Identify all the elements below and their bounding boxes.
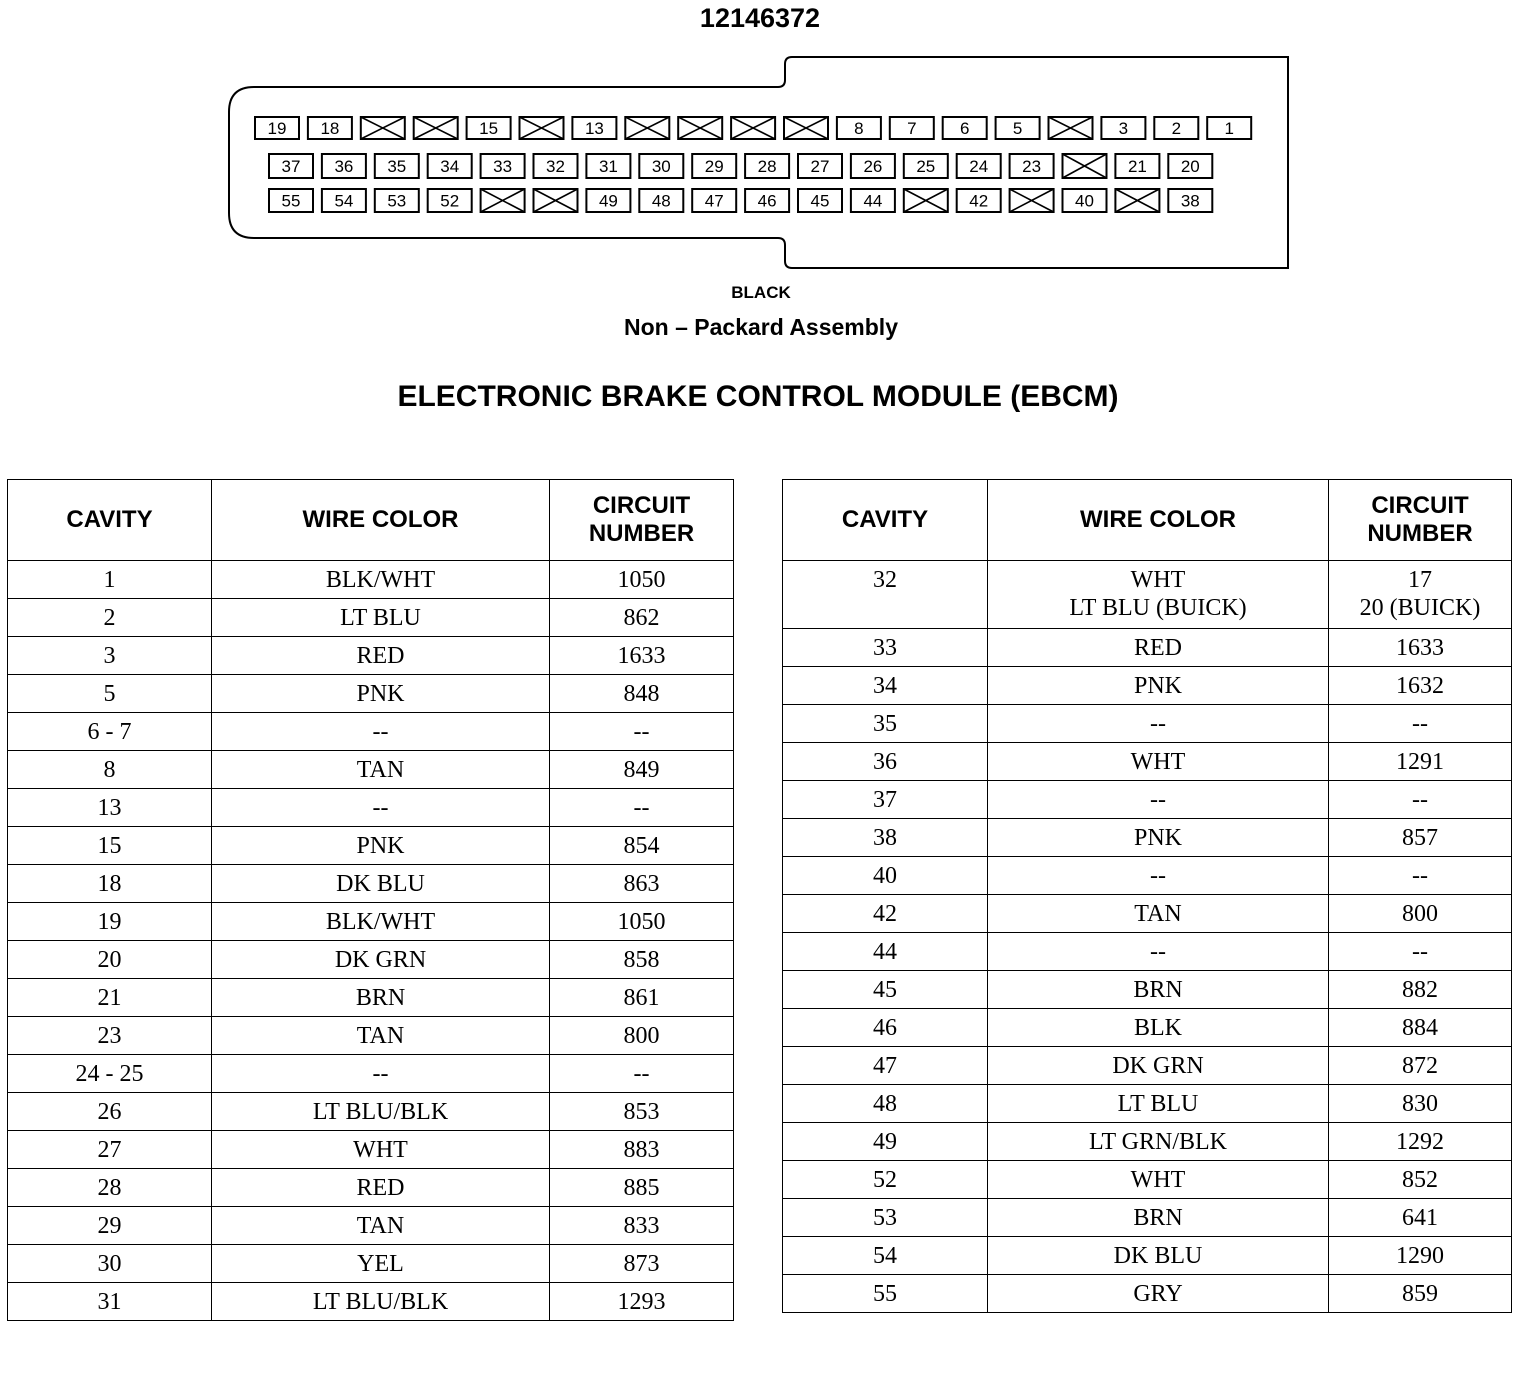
circuit-number-cell bbox=[550, 1283, 734, 1321]
cavity-cell: 40 bbox=[783, 857, 988, 895]
circuit-number-cell bbox=[550, 1017, 734, 1055]
table-row bbox=[8, 941, 734, 979]
table-row bbox=[8, 1283, 734, 1321]
table-row bbox=[783, 781, 1512, 819]
cavity-number: 44 bbox=[863, 191, 883, 211]
table-row bbox=[783, 743, 1512, 781]
wire-color-cell bbox=[988, 1047, 1329, 1085]
cavity-number: 3 bbox=[1118, 119, 1129, 138]
table-row bbox=[783, 1085, 1512, 1123]
cavity-cell: 8 bbox=[8, 751, 212, 789]
circuit-number-line: -- bbox=[633, 719, 650, 745]
cavity-number: 25 bbox=[916, 157, 936, 176]
circuit-number-line: 883 bbox=[623, 1137, 660, 1163]
cavity-number: 48 bbox=[651, 191, 671, 211]
wire-color-cell bbox=[988, 895, 1329, 933]
cavity-header: CAVITY bbox=[8, 480, 212, 561]
wire-color-line: WHT bbox=[1130, 749, 1186, 775]
assembly-label: Non – Packard Assembly bbox=[624, 314, 898, 340]
circuit-number-cell bbox=[550, 865, 734, 903]
circuit-number-header bbox=[1329, 480, 1512, 561]
cavity-number: 37 bbox=[281, 157, 301, 176]
cavity-number: 30 bbox=[651, 157, 671, 176]
wire-color-cell bbox=[988, 819, 1329, 857]
cavity-cell: 49 bbox=[783, 1123, 988, 1161]
table-row bbox=[8, 1093, 734, 1131]
wire-color-line: PNK bbox=[1133, 673, 1182, 699]
circuit-number-cell bbox=[550, 979, 734, 1017]
cavity-cell: 18 bbox=[8, 865, 212, 903]
table-row bbox=[8, 1207, 734, 1245]
cavity-cell: 2 bbox=[8, 599, 212, 637]
circuit-number-line: 858 bbox=[623, 947, 660, 973]
cavity-cell: 53 bbox=[783, 1199, 988, 1237]
circuit-number-cell bbox=[1329, 1009, 1512, 1047]
cavity-number: 42 bbox=[969, 191, 989, 211]
table-body-right bbox=[783, 561, 1512, 1313]
circuit-number-line: 884 bbox=[1402, 1015, 1438, 1041]
table-row bbox=[783, 857, 1512, 895]
cavity-cell: 48 bbox=[783, 1085, 988, 1123]
circuit-number-cell bbox=[1329, 857, 1512, 895]
circuit-number-cell bbox=[1329, 933, 1512, 971]
cavity-number: 32 bbox=[546, 157, 565, 176]
circuit-header-line2: NUMBER bbox=[1367, 520, 1473, 547]
circuit-number-cell bbox=[1329, 1123, 1512, 1161]
circuit-number-cell bbox=[1329, 561, 1512, 629]
circuit-number-cell bbox=[1329, 1237, 1512, 1275]
wire-color-line: LT BLU/BLK bbox=[312, 1099, 449, 1125]
wire-color-line: BLK/WHT bbox=[325, 567, 436, 593]
wire-color-cell bbox=[988, 705, 1329, 743]
wire-color-line: LT BLU/BLK bbox=[312, 1289, 449, 1315]
cavity-cell: 32 bbox=[783, 561, 988, 629]
wire-color-cell bbox=[212, 751, 550, 789]
cavity-number: 46 bbox=[757, 191, 777, 211]
circuit-number-line: -- bbox=[633, 1061, 650, 1087]
cavity-cell: 37 bbox=[783, 781, 988, 819]
table-row bbox=[8, 637, 734, 675]
cavity-cell: 24 - 25 bbox=[8, 1055, 212, 1093]
table-row bbox=[8, 827, 734, 865]
circuit-number-line: 833 bbox=[623, 1213, 660, 1239]
wire-color-line: YEL bbox=[357, 1251, 404, 1277]
circuit-number-line: 1633 bbox=[617, 643, 666, 669]
cavity-number: 52 bbox=[440, 191, 460, 211]
cavity-number: 18 bbox=[320, 119, 340, 138]
wire-color-cell bbox=[988, 857, 1329, 895]
cavity-cell: 3 bbox=[8, 637, 212, 675]
connector-cavities bbox=[255, 117, 1251, 212]
circuit-number-cell bbox=[1329, 819, 1512, 857]
circuit-number-cell bbox=[1329, 1275, 1512, 1313]
wire-color-line: WHT bbox=[1130, 567, 1186, 593]
cavity-cell: 33 bbox=[783, 629, 988, 667]
wire-color-line: LT BLU (BUICK) bbox=[1069, 595, 1247, 621]
table-row bbox=[783, 1047, 1512, 1085]
circuit-number-line: 854 bbox=[623, 833, 660, 859]
cavity-number: 40 bbox=[1075, 191, 1094, 211]
circuit-number-cell bbox=[1329, 629, 1512, 667]
wire-color-header: WIRE COLOR bbox=[212, 480, 550, 561]
cavity-cell: 27 bbox=[8, 1131, 212, 1169]
circuit-number-cell bbox=[550, 599, 734, 637]
cavity-cell: 52 bbox=[783, 1161, 988, 1199]
wire-color-line: LT BLU bbox=[1117, 1091, 1199, 1117]
wire-color-cell bbox=[212, 1017, 550, 1055]
wire-color-cell bbox=[212, 1093, 550, 1131]
connector-part-number: 12146372 bbox=[699, 3, 821, 33]
circuit-number-line: 849 bbox=[623, 757, 660, 783]
circuit-number-line: 1050 bbox=[617, 567, 666, 593]
circuit-number-line: 873 bbox=[623, 1251, 660, 1277]
wire-color-line: -- bbox=[372, 1061, 389, 1087]
cavity-cell: 5 bbox=[8, 675, 212, 713]
wire-color-cell bbox=[212, 1207, 550, 1245]
cavity-number: 2 bbox=[1171, 119, 1182, 138]
pinout-table-right bbox=[782, 479, 1512, 1313]
pinout-table-left bbox=[7, 479, 734, 1321]
cavity-number: 1 bbox=[1224, 119, 1234, 138]
cavity-number: 5 bbox=[1012, 119, 1023, 138]
wire-color-line: BLK bbox=[1134, 1015, 1182, 1041]
circuit-number-line: 861 bbox=[623, 985, 660, 1011]
cavity-cell: 30 bbox=[8, 1245, 212, 1283]
circuit-header-line1: CIRCUIT bbox=[592, 492, 691, 519]
wire-color-line: BLK/WHT bbox=[325, 909, 436, 935]
circuit-number-cell bbox=[550, 713, 734, 751]
cavity-number: 34 bbox=[440, 157, 460, 176]
cavity-cell: 42 bbox=[783, 895, 988, 933]
wire-color-line: BRN bbox=[1133, 1205, 1183, 1231]
table-row bbox=[8, 599, 734, 637]
cavity-cell: 45 bbox=[783, 971, 988, 1009]
wire-color-cell bbox=[212, 1055, 550, 1093]
cavity-number: 13 bbox=[584, 119, 604, 138]
wire-color-cell bbox=[988, 971, 1329, 1009]
circuit-number-line: 852 bbox=[1402, 1167, 1438, 1193]
circuit-number-cell bbox=[550, 1169, 734, 1207]
cavity-number: 27 bbox=[810, 157, 830, 176]
table-header-row bbox=[783, 480, 1512, 561]
table-row bbox=[8, 865, 734, 903]
cavity-number: 20 bbox=[1180, 157, 1200, 176]
table-row bbox=[8, 751, 734, 789]
wire-color-cell bbox=[988, 1085, 1329, 1123]
wire-color-cell bbox=[988, 1237, 1329, 1275]
wire-color-line: PNK bbox=[1133, 825, 1182, 851]
cavity-number: 55 bbox=[281, 191, 301, 211]
wire-color-line: -- bbox=[372, 719, 389, 745]
circuit-number-cell bbox=[550, 1245, 734, 1283]
wire-color-line: TAN bbox=[356, 1213, 405, 1239]
circuit-number-line: -- bbox=[1412, 863, 1428, 889]
wire-color-cell bbox=[212, 637, 550, 675]
table-row bbox=[8, 1169, 734, 1207]
cavity-cell: 1 bbox=[8, 561, 212, 599]
cavity-cell: 15 bbox=[8, 827, 212, 865]
cavity-number: 28 bbox=[757, 157, 777, 176]
cavity-number: 38 bbox=[1180, 191, 1200, 211]
table-row bbox=[8, 903, 734, 941]
table-row bbox=[783, 1009, 1512, 1047]
circuit-number-line: 885 bbox=[623, 1175, 660, 1201]
wire-color-cell bbox=[212, 789, 550, 827]
cavity-cell: 47 bbox=[783, 1047, 988, 1085]
wire-color-line: PNK bbox=[356, 833, 405, 859]
wire-color-cell bbox=[212, 675, 550, 713]
wire-color-cell bbox=[212, 713, 550, 751]
wire-color-line: DK GRN bbox=[1112, 1053, 1204, 1079]
wire-color-line: TAN bbox=[356, 1023, 405, 1049]
table-row bbox=[783, 1275, 1512, 1313]
circuit-number-line: 1050 bbox=[617, 909, 666, 935]
wire-color-cell bbox=[988, 781, 1329, 819]
wire-color-line: -- bbox=[1150, 787, 1166, 813]
cavity-cell: 46 bbox=[783, 1009, 988, 1047]
cavity-cell: 44 bbox=[783, 933, 988, 971]
cavity-cell: 38 bbox=[783, 819, 988, 857]
circuit-number-cell bbox=[1329, 1199, 1512, 1237]
wire-color-cell bbox=[988, 1123, 1329, 1161]
cavity-number: 21 bbox=[1127, 157, 1147, 176]
cavity-cell: 13 bbox=[8, 789, 212, 827]
cavity-number: 6 bbox=[959, 119, 970, 138]
cavity-cell: 35 bbox=[783, 705, 988, 743]
circuit-number-cell bbox=[550, 675, 734, 713]
circuit-number-cell bbox=[1329, 895, 1512, 933]
circuit-number-cell bbox=[550, 637, 734, 675]
table-row bbox=[783, 1237, 1512, 1275]
wire-color-cell bbox=[212, 865, 550, 903]
cavity-number: 47 bbox=[704, 191, 724, 211]
cavity-cell: 6 - 7 bbox=[8, 713, 212, 751]
cavity-cell: 28 bbox=[8, 1169, 212, 1207]
table-row bbox=[783, 1199, 1512, 1237]
wire-color-line: LT BLU bbox=[340, 605, 421, 631]
table-row bbox=[8, 979, 734, 1017]
table-row bbox=[783, 561, 1512, 629]
circuit-number-line: 1293 bbox=[617, 1289, 666, 1315]
wire-color-cell bbox=[212, 827, 550, 865]
circuit-number-line: 1292 bbox=[1396, 1129, 1444, 1155]
wire-color-cell bbox=[212, 1131, 550, 1169]
circuit-number-line: 1632 bbox=[1396, 673, 1444, 699]
wire-color-line: -- bbox=[1150, 939, 1166, 965]
table-row bbox=[783, 1161, 1512, 1199]
wire-color-cell bbox=[988, 561, 1329, 629]
table-row bbox=[8, 675, 734, 713]
table-row bbox=[783, 971, 1512, 1009]
wire-color-cell bbox=[212, 561, 550, 599]
circuit-number-line: 872 bbox=[1402, 1053, 1438, 1079]
circuit-number-line: 1291 bbox=[1396, 749, 1444, 775]
cavity-number: 53 bbox=[387, 191, 407, 211]
connector-color-label: BLACK bbox=[731, 283, 791, 302]
cavity-number: 8 bbox=[854, 119, 864, 138]
cavity-number: 19 bbox=[267, 119, 287, 138]
wire-color-cell bbox=[212, 1169, 550, 1207]
circuit-number-line: -- bbox=[633, 795, 650, 821]
table-row bbox=[783, 819, 1512, 857]
table-row bbox=[8, 1017, 734, 1055]
table-body-left bbox=[8, 561, 734, 1321]
table-row bbox=[783, 667, 1512, 705]
wire-color-cell bbox=[988, 743, 1329, 781]
circuit-header-line2: NUMBER bbox=[588, 520, 695, 547]
circuit-number-line: 800 bbox=[1402, 901, 1438, 927]
wire-color-line: DK BLU bbox=[336, 871, 425, 897]
circuit-number-cell bbox=[1329, 971, 1512, 1009]
circuit-number-cell bbox=[550, 789, 734, 827]
wire-color-line: WHT bbox=[1130, 1167, 1186, 1193]
circuit-number-line: 848 bbox=[623, 681, 660, 707]
wire-color-line: GRY bbox=[1133, 1281, 1183, 1307]
circuit-number-line: 853 bbox=[623, 1099, 660, 1125]
table-row bbox=[8, 1131, 734, 1169]
circuit-number-line: 859 bbox=[1402, 1281, 1438, 1307]
wire-color-line: LT GRN/BLK bbox=[1088, 1129, 1228, 1155]
wire-color-line: WHT bbox=[353, 1137, 408, 1163]
circuit-number-line: 857 bbox=[1402, 825, 1438, 851]
circuit-number-cell bbox=[550, 941, 734, 979]
circuit-number-cell bbox=[550, 751, 734, 789]
circuit-number-header bbox=[550, 480, 734, 561]
wire-color-cell bbox=[988, 1275, 1329, 1313]
wire-color-line: TAN bbox=[356, 757, 405, 783]
table-row bbox=[783, 705, 1512, 743]
cavity-header: CAVITY bbox=[783, 480, 988, 561]
wire-color-line: RED bbox=[356, 643, 405, 669]
wire-color-cell bbox=[212, 1245, 550, 1283]
wire-color-line: RED bbox=[1134, 635, 1182, 661]
wire-color-line: -- bbox=[1150, 711, 1166, 737]
wire-color-line: BRN bbox=[355, 985, 406, 1011]
cavity-cell: 21 bbox=[8, 979, 212, 1017]
wire-color-line: -- bbox=[1150, 863, 1166, 889]
cavity-cell: 23 bbox=[8, 1017, 212, 1055]
circuit-number-cell bbox=[1329, 705, 1512, 743]
cavity-cell: 34 bbox=[783, 667, 988, 705]
circuit-number-line: 17 bbox=[1408, 567, 1432, 593]
wire-color-cell bbox=[212, 599, 550, 637]
cavity-number: 15 bbox=[479, 119, 499, 138]
circuit-number-line: 641 bbox=[1402, 1205, 1438, 1231]
wire-color-line: DK GRN bbox=[334, 947, 427, 973]
table-row bbox=[783, 1123, 1512, 1161]
wire-color-line: BRN bbox=[1133, 977, 1183, 1003]
cavity-number: 35 bbox=[387, 157, 407, 176]
cavity-number: 31 bbox=[598, 157, 618, 176]
wire-color-cell bbox=[988, 933, 1329, 971]
table-row bbox=[8, 1245, 734, 1283]
circuit-number-cell bbox=[550, 827, 734, 865]
circuit-number-cell bbox=[550, 561, 734, 599]
circuit-number-cell bbox=[550, 903, 734, 941]
circuit-number-line: 800 bbox=[623, 1023, 660, 1049]
circuit-number-cell bbox=[1329, 667, 1512, 705]
cavity-cell: 54 bbox=[783, 1237, 988, 1275]
wire-color-cell bbox=[988, 1199, 1329, 1237]
circuit-number-cell bbox=[1329, 1047, 1512, 1085]
cavity-cell: 31 bbox=[8, 1283, 212, 1321]
circuit-number-line: 1633 bbox=[1396, 635, 1444, 661]
cavity-cell: 55 bbox=[783, 1275, 988, 1313]
cavity-cell: 29 bbox=[8, 1207, 212, 1245]
wire-color-cell bbox=[212, 941, 550, 979]
cavity-number: 54 bbox=[334, 191, 354, 211]
wire-color-line: -- bbox=[372, 795, 389, 821]
table-row bbox=[783, 933, 1512, 971]
cavity-number: 45 bbox=[810, 191, 830, 211]
circuit-number-line: -- bbox=[1412, 711, 1428, 737]
circuit-number-line: -- bbox=[1412, 939, 1428, 965]
cavity-number: 26 bbox=[863, 157, 883, 176]
circuit-number-cell bbox=[550, 1131, 734, 1169]
table-row bbox=[8, 713, 734, 751]
wire-color-cell bbox=[212, 979, 550, 1017]
table-row bbox=[8, 789, 734, 827]
module-title: ELECTRONIC BRAKE CONTROL MODULE (EBCM) bbox=[397, 380, 1119, 413]
circuit-number-cell bbox=[550, 1207, 734, 1245]
wire-color-header: WIRE COLOR bbox=[988, 480, 1329, 561]
wire-color-cell bbox=[988, 629, 1329, 667]
cavity-cell: 36 bbox=[783, 743, 988, 781]
circuit-number-cell bbox=[550, 1055, 734, 1093]
cavity-number: 29 bbox=[704, 157, 724, 176]
circuit-number-line: 862 bbox=[623, 605, 660, 631]
circuit-number-line: 830 bbox=[1402, 1091, 1438, 1117]
circuit-number-line: -- bbox=[1412, 787, 1428, 813]
circuit-number-line: 20 (BUICK) bbox=[1359, 595, 1481, 621]
wire-color-cell bbox=[988, 1009, 1329, 1047]
cavity-number: 49 bbox=[598, 191, 618, 211]
cavity-cell: 19 bbox=[8, 903, 212, 941]
table-row bbox=[783, 895, 1512, 933]
cavity-cell: 26 bbox=[8, 1093, 212, 1131]
circuit-number-line: 863 bbox=[623, 871, 660, 897]
wire-color-cell bbox=[988, 1161, 1329, 1199]
table-row bbox=[8, 561, 734, 599]
circuit-number-line: 882 bbox=[1402, 977, 1438, 1003]
wire-color-line: TAN bbox=[1134, 901, 1182, 927]
cavity-number: 36 bbox=[334, 157, 354, 176]
cavity-number: 24 bbox=[969, 157, 989, 176]
wire-color-cell bbox=[212, 1283, 550, 1321]
table-header-row bbox=[8, 480, 734, 561]
circuit-number-line: 1290 bbox=[1396, 1243, 1444, 1269]
connector-diagram bbox=[0, 0, 1536, 280]
table-row bbox=[783, 629, 1512, 667]
circuit-number-cell bbox=[1329, 781, 1512, 819]
wire-color-cell bbox=[212, 903, 550, 941]
cavity-cell: 20 bbox=[8, 941, 212, 979]
wire-color-line: PNK bbox=[356, 681, 405, 707]
wire-color-line: RED bbox=[356, 1175, 405, 1201]
circuit-number-cell bbox=[550, 1093, 734, 1131]
cavity-number: 23 bbox=[1022, 157, 1042, 176]
circuit-number-cell bbox=[1329, 1161, 1512, 1199]
wire-color-cell bbox=[988, 667, 1329, 705]
cavity-number: 7 bbox=[907, 119, 917, 138]
circuit-number-cell bbox=[1329, 1085, 1512, 1123]
circuit-number-cell bbox=[1329, 743, 1512, 781]
circuit-header-line1: CIRCUIT bbox=[1371, 492, 1469, 519]
cavity-number: 33 bbox=[493, 157, 513, 176]
table-row bbox=[8, 1055, 734, 1093]
wire-color-line: DK BLU bbox=[1113, 1243, 1203, 1269]
